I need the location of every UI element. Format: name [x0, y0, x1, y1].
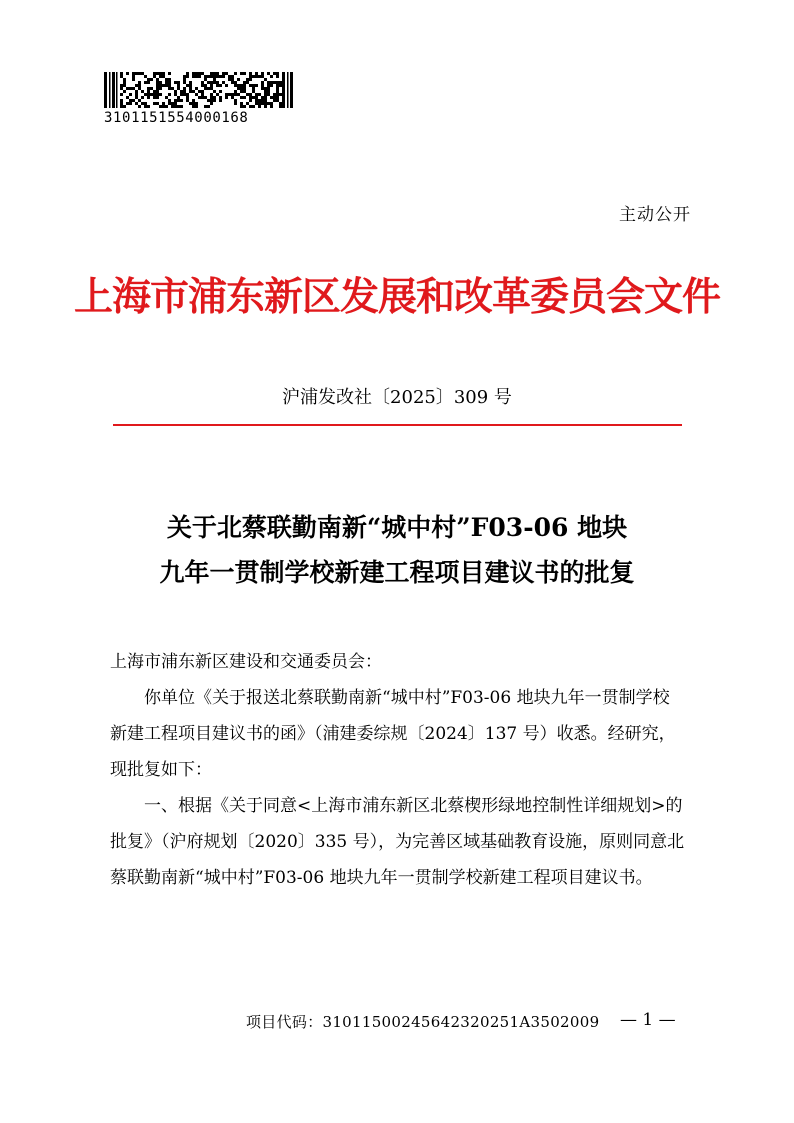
- page-number: — 1 —: [620, 1010, 676, 1030]
- document-number: 沪浦发改社〔2025〕309 号: [282, 387, 512, 408]
- barcode-block: [104, 72, 300, 126]
- title-line-2: 九年一贯制学校新建工程项目建议书的批复: [159, 558, 635, 587]
- red-divider: [113, 424, 682, 426]
- barcode-image: [104, 72, 294, 108]
- addressee: 上海市浦东新区建设和交通委员会：: [110, 652, 382, 672]
- body-paragraph-2: 一、根据《关于同意<上海市浦东新区北蔡楔形绿地控制性详细规划>的批复》（沪府规划〔2020〕335 号），为完善区域基础教育设施，原则同意北蔡联勤南新“城中村”F03-06 地块九年一贯制学校新建工程项目建议书。: [110, 796, 685, 888]
- document-body: [110, 644, 686, 896]
- disclosure-label: 主动公开: [619, 205, 691, 225]
- document-title: [0, 505, 794, 595]
- title-line-1: 关于北蔡联勤南新“城中村”F03-06 地块: [166, 513, 628, 542]
- masthead-title: 上海市浦东新区发展和改革委员会文件: [73, 274, 720, 320]
- barcode-number: 3101151554000168: [104, 110, 249, 126]
- body-paragraph-1: 你单位《关于报送北蔡联勤南新“城中村”F03-06 地块九年一贯制学校新建工程项目建议书的函》（浦建委综规〔2024〕137 号）收悉。经研究，现批复如下：: [110, 688, 676, 780]
- project-code: 项目代码：31011500245642320251A3502009: [246, 1013, 600, 1031]
